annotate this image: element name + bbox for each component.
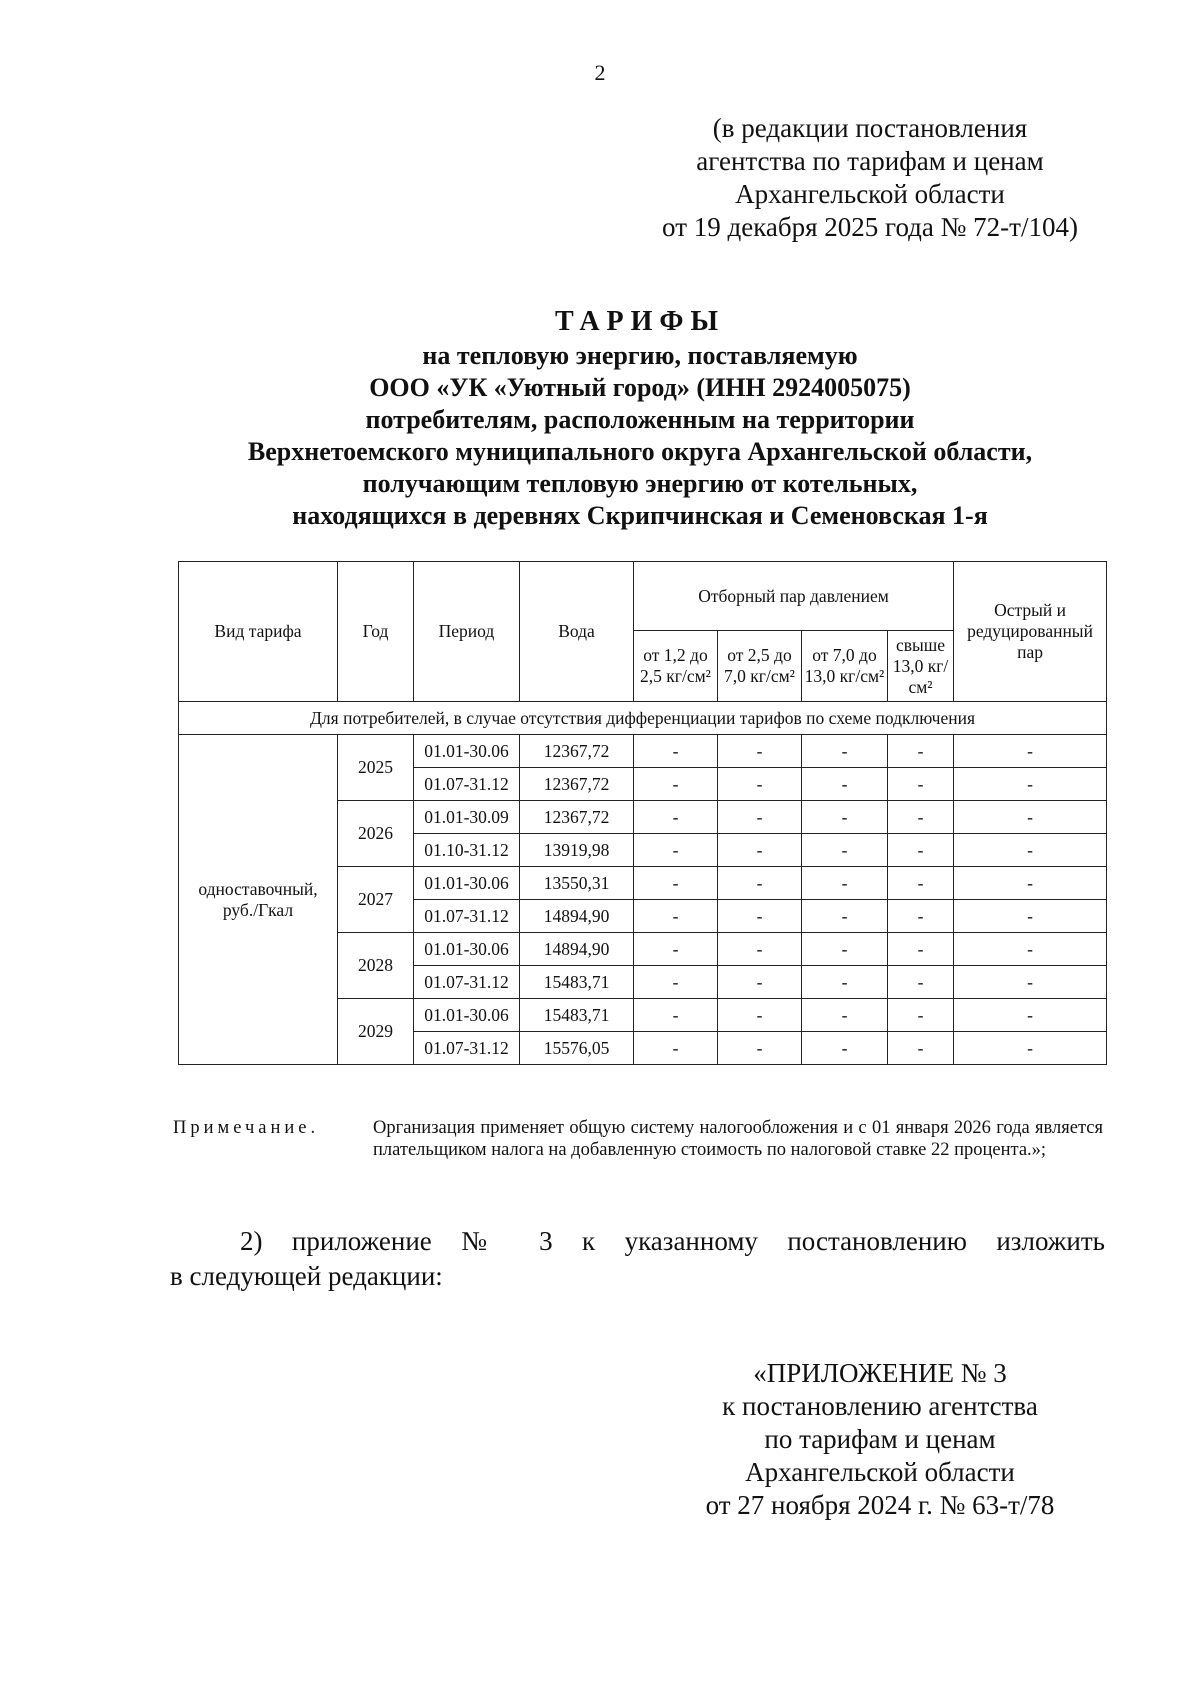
edition-note (640, 112, 1100, 244)
steam-cell: - (718, 801, 802, 834)
steam-cell: - (888, 999, 954, 1032)
steam-cell: - (634, 999, 718, 1032)
sharp-steam-cell: - (954, 867, 1107, 900)
water-cell: 12367,72 (520, 735, 634, 768)
steam-cell: - (802, 933, 888, 966)
title-line: находящихся в деревнях Скрипчинская и Семеновская 1-я (292, 501, 988, 530)
steam-cell: - (802, 735, 888, 768)
steam-cell: - (802, 999, 888, 1032)
header-year: Год (338, 562, 414, 702)
steam-cell: - (634, 834, 718, 867)
steam-cell: - (802, 834, 888, 867)
appendix-header (680, 1357, 1080, 1522)
water-cell: 13550,31 (520, 867, 634, 900)
note-text: Организация применяет общую систему налогообложения и с 01 января 2026 года является плательщиком налога на добавленную стоимость по налоговой ставке 22 процента.»; (373, 1118, 1103, 1160)
header-sharp-steam: Острый и редуцированный пар (954, 562, 1107, 702)
title-line: получающим тепловую энергию от котельных, (362, 469, 918, 498)
steam-cell: - (634, 768, 718, 801)
sharp-steam-cell: - (954, 900, 1107, 933)
period-cell: 01.10-31.12 (414, 834, 520, 867)
water-cell: 15483,71 (520, 966, 634, 999)
group-note: Для потребителей, в случае отсутствия дифференциации тарифов по схеме подключения (179, 702, 1107, 735)
steam-cell: - (888, 768, 954, 801)
steam-cell: - (888, 933, 954, 966)
sharp-steam-cell: - (954, 768, 1107, 801)
steam-cell: - (802, 1032, 888, 1065)
sharp-steam-cell: - (954, 933, 1107, 966)
appendix-line: Архангельской области (745, 1457, 1015, 1487)
appendix-line: к постановлению агентства (722, 1391, 1038, 1421)
period-cell: 01.01-30.09 (414, 801, 520, 834)
steam-cell: - (634, 966, 718, 999)
steam-cell: - (802, 768, 888, 801)
water-cell: 12367,72 (520, 801, 634, 834)
steam-cell: - (888, 735, 954, 768)
period-cell: 01.01-30.06 (414, 999, 520, 1032)
header-period: Период (414, 562, 520, 702)
document-title (160, 306, 1120, 532)
steam-cell: - (718, 834, 802, 867)
sharp-steam-cell: - (954, 966, 1107, 999)
title-line: на тепловую энергию, поставляемую (422, 341, 858, 370)
water-cell: 14894,90 (520, 900, 634, 933)
sharp-steam-cell: - (954, 1032, 1107, 1065)
steam-cell: - (888, 801, 954, 834)
steam-cell: - (718, 999, 802, 1032)
item-2-line: 2) приложение № 3 к указанному постановлению изложить (240, 1226, 1105, 1256)
water-cell: 15576,05 (520, 1032, 634, 1065)
period-cell: 01.07-31.12 (414, 900, 520, 933)
tariff-table (178, 561, 1107, 1065)
steam-cell: - (718, 735, 802, 768)
year-cell: 2029 (338, 999, 414, 1065)
edition-note-line: Архангельской области (735, 179, 1005, 209)
steam-cell: - (802, 966, 888, 999)
steam-cell: - (634, 933, 718, 966)
year-cell: 2027 (338, 867, 414, 933)
steam-cell: - (888, 834, 954, 867)
item-2-line: в следующей редакции: (170, 1261, 443, 1291)
edition-note-line: от 19 декабря 2025 года № 72-т/104) (662, 212, 1078, 242)
year-cell: 2026 (338, 801, 414, 867)
steam-cell: - (888, 966, 954, 999)
appendix-line: «ПРИЛОЖЕНИЕ № 3 (753, 1358, 1007, 1388)
water-cell: 13919,98 (520, 834, 634, 867)
note-label: Примечание. (173, 1118, 320, 1138)
sharp-steam-cell: - (954, 801, 1107, 834)
steam-cell: - (888, 867, 954, 900)
steam-cell: - (802, 867, 888, 900)
steam-cell: - (718, 768, 802, 801)
page-number: 2 (594, 60, 606, 85)
edition-note-line: (в редакции постановления (712, 113, 1028, 143)
appendix-line: по тарифам и ценам (764, 1424, 996, 1454)
sharp-steam-cell: - (954, 999, 1107, 1032)
item-2-paragraph (170, 1224, 1105, 1294)
steam-cell: - (718, 966, 802, 999)
header-steam-col: свыше 13,0 кг/см² (888, 631, 954, 702)
steam-cell: - (718, 1032, 802, 1065)
steam-cell: - (802, 801, 888, 834)
tariff-type-cell: одноставочный, руб./Гкал (179, 735, 338, 1065)
period-cell: 01.01-30.06 (414, 867, 520, 900)
steam-cell: - (888, 1032, 954, 1065)
period-cell: 01.07-31.12 (414, 1032, 520, 1065)
period-cell: 01.07-31.12 (414, 768, 520, 801)
steam-cell: - (634, 735, 718, 768)
header-steam-col: от 7,0 до 13,0 кг/см² (802, 631, 888, 702)
header-steam-col: от 1,2 до 2,5 кг/см² (634, 631, 718, 702)
title-main: ТАРИФЫ (555, 306, 725, 337)
header-water: Вода (520, 562, 634, 702)
title-line: потребителям, расположенным на территории (365, 405, 915, 434)
steam-cell: - (718, 867, 802, 900)
title-line: ООО «УК «Уютный город» (ИНН 2924005075) (369, 373, 911, 402)
water-cell: 15483,71 (520, 999, 634, 1032)
header-steam-col: от 2,5 до 7,0 кг/см² (718, 631, 802, 702)
appendix-line: от 27 ноября 2024 г. № 63-т/78 (705, 1490, 1055, 1520)
steam-cell: - (718, 933, 802, 966)
year-cell: 2028 (338, 933, 414, 999)
steam-cell: - (634, 900, 718, 933)
water-cell: 12367,72 (520, 768, 634, 801)
water-cell: 14894,90 (520, 933, 634, 966)
period-cell: 01.01-30.06 (414, 933, 520, 966)
header-tariff-type: Вид тарифа (179, 562, 338, 702)
period-cell: 01.01-30.06 (414, 735, 520, 768)
steam-cell: - (634, 1032, 718, 1065)
steam-cell: - (634, 801, 718, 834)
period-cell: 01.07-31.12 (414, 966, 520, 999)
sharp-steam-cell: - (954, 834, 1107, 867)
sharp-steam-cell: - (954, 735, 1107, 768)
year-cell: 2025 (338, 735, 414, 801)
steam-cell: - (802, 900, 888, 933)
header-steam-group: Отборный пар давлением (634, 562, 954, 631)
steam-cell: - (888, 900, 954, 933)
edition-note-line: агентства по тарифам и ценам (696, 146, 1044, 176)
title-line: Верхнетоемского муниципального округа Архангельской области, (247, 437, 1033, 466)
steam-cell: - (718, 900, 802, 933)
steam-cell: - (634, 867, 718, 900)
